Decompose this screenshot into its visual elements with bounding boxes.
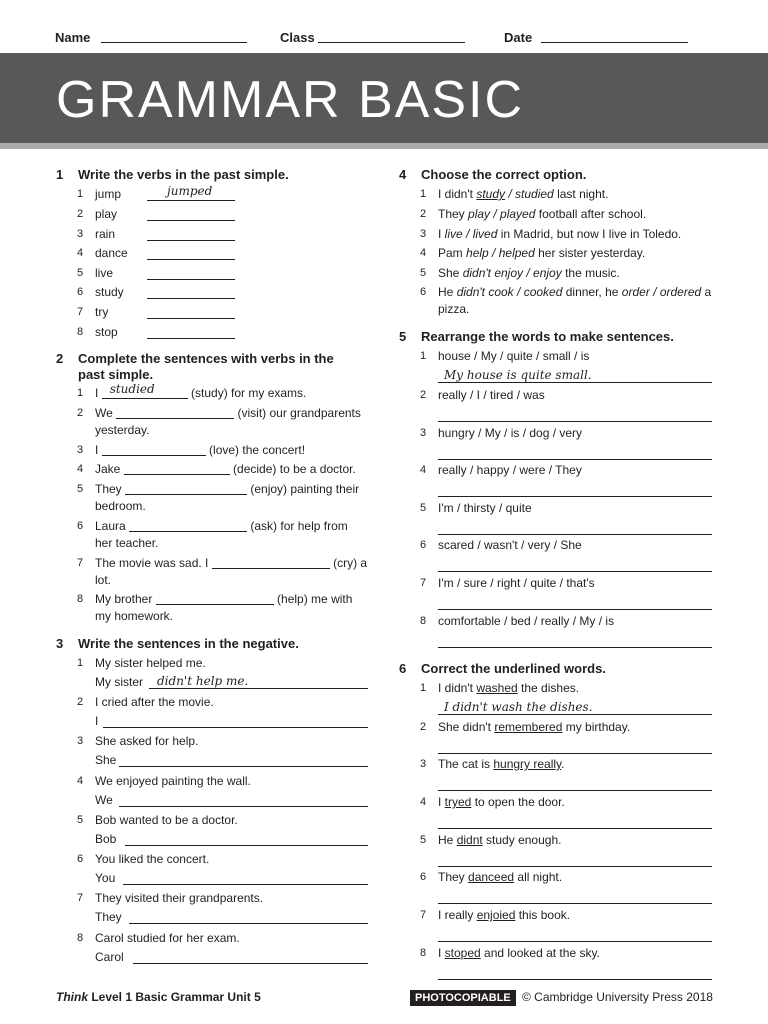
answer-blank[interactable] xyxy=(438,609,712,610)
word-prompt: scared / wasn't / very / She xyxy=(438,538,582,552)
answer-blank[interactable] xyxy=(438,496,712,497)
sentence-start: I didn't xyxy=(438,187,477,201)
answer-start: Carol xyxy=(95,950,124,964)
class-label: Class xyxy=(280,30,315,45)
sentence-start: I xyxy=(438,227,445,241)
item-number: 8 xyxy=(420,615,427,627)
sentence-start: I really xyxy=(438,908,477,922)
list-item xyxy=(420,756,714,792)
answer-line xyxy=(95,674,143,691)
sentence-start: My brother xyxy=(95,592,153,606)
sentence-start: Laura xyxy=(95,519,126,533)
sentence-continuation: yesterday. xyxy=(95,423,150,437)
option-a[interactable]: play xyxy=(468,207,491,221)
class-field[interactable] xyxy=(318,42,465,43)
item-sentence xyxy=(438,719,630,736)
option-b[interactable]: played xyxy=(500,207,536,221)
answer-line xyxy=(95,870,115,887)
list-item xyxy=(77,655,369,691)
list-item xyxy=(77,591,367,625)
item-number: 4 xyxy=(420,464,427,476)
sentence-continuation: pizza. xyxy=(438,302,470,316)
option-choice[interactable] xyxy=(445,227,498,241)
item-number: 4 xyxy=(77,775,84,787)
answer-blank[interactable] xyxy=(438,534,712,535)
answer-blank[interactable] xyxy=(438,941,712,942)
item-number: 3 xyxy=(77,228,84,240)
option-a[interactable]: didn't cook xyxy=(456,285,514,299)
item-number: 2 xyxy=(77,696,84,708)
given-sentence: My sister helped me. xyxy=(95,656,206,670)
item-sentence xyxy=(438,245,645,262)
list-item xyxy=(77,304,247,321)
handwritten-answer: My house is quite small. xyxy=(444,368,592,382)
sentence-start: Pam xyxy=(438,246,467,260)
handwritten-answer: I didn't wash the dishes. xyxy=(444,700,593,714)
sentence-start: She didn't xyxy=(438,720,495,734)
list-item xyxy=(77,265,247,282)
item-number: 5 xyxy=(77,267,84,279)
list-item xyxy=(77,226,247,243)
item-sentence xyxy=(438,186,608,203)
underlined-word: danceed xyxy=(468,870,515,884)
sentence-end: (love) the concert! xyxy=(209,443,306,457)
option-separator: / xyxy=(490,207,501,221)
option-b[interactable]: ordered xyxy=(659,285,702,299)
sentence-continuation: lot. xyxy=(95,573,112,587)
answer-blank[interactable] xyxy=(438,979,712,980)
list-item xyxy=(420,613,714,649)
sentence-end: (help) me with xyxy=(277,592,353,606)
item-number: 1 xyxy=(420,682,427,694)
list-item xyxy=(420,869,714,905)
sentence-end: (ask) for help from xyxy=(250,519,348,533)
item-sentence xyxy=(438,226,681,243)
answer-blank[interactable] xyxy=(125,481,247,495)
sentence-end: to open the door. xyxy=(471,795,565,809)
date-field[interactable] xyxy=(541,42,688,43)
sentence-end: a xyxy=(701,285,712,299)
name-label: Name xyxy=(55,30,91,45)
item-number: 2 xyxy=(420,208,427,220)
item-number: 2 xyxy=(77,407,84,419)
sentence-end: (enjoy) painting their xyxy=(250,482,360,496)
sentence-start: They xyxy=(438,870,469,884)
underlined-word: washed xyxy=(476,681,518,695)
item-number: 8 xyxy=(77,326,84,338)
item-number: 1 xyxy=(77,657,84,669)
sentence-start: The movie was sad. I xyxy=(95,556,209,570)
item-sentence xyxy=(438,206,646,223)
given-sentence: You liked the concert. xyxy=(95,852,210,866)
item-number: 1 xyxy=(420,350,427,362)
page-title: GRAMMAR BASIC xyxy=(56,71,525,129)
sentence-end: her sister yesterday. xyxy=(534,246,646,260)
word-prompt: really / I / tired / was xyxy=(438,388,545,402)
answer-blank[interactable] xyxy=(147,305,235,319)
given-sentence: We enjoyed painting the wall. xyxy=(95,774,251,788)
answer-line xyxy=(95,792,113,809)
item-number: 3 xyxy=(77,444,84,456)
item-number: 6 xyxy=(420,286,427,298)
answer-blank[interactable] xyxy=(119,766,368,767)
answer-blank[interactable] xyxy=(438,647,712,648)
word-prompt: really / happy / were / They xyxy=(438,463,582,477)
item-sentence xyxy=(95,518,348,535)
answer-blank[interactable] xyxy=(119,806,368,807)
list-item xyxy=(420,794,714,830)
sentence-start: They xyxy=(438,207,469,221)
answer-blank[interactable] xyxy=(212,555,330,569)
answer-blank[interactable] xyxy=(147,325,235,339)
option-choice[interactable] xyxy=(476,187,553,201)
option-b[interactable]: cooked xyxy=(523,285,563,299)
word-prompt: hungry / My / is / dog / very xyxy=(438,426,583,440)
item-number: 2 xyxy=(420,389,427,401)
sentence-end: dinner, he xyxy=(562,285,622,299)
answer-blank[interactable] xyxy=(156,591,274,605)
answer-blank[interactable] xyxy=(102,442,206,456)
item-sentence xyxy=(95,405,361,422)
item-number: 4 xyxy=(420,247,427,259)
sentence-start: He xyxy=(438,833,457,847)
answer-start: She xyxy=(95,753,117,767)
name-field[interactable] xyxy=(101,42,247,43)
sentence-end: and looked at the sky. xyxy=(480,946,600,960)
answer-blank[interactable] xyxy=(124,461,230,475)
list-item xyxy=(77,324,247,341)
list-item xyxy=(420,462,714,498)
list-item xyxy=(77,186,247,203)
item-sentence xyxy=(95,591,352,608)
answer-blank[interactable] xyxy=(129,923,368,924)
item-number: 2 xyxy=(77,208,84,220)
option-a[interactable]: help xyxy=(466,246,489,260)
answer-line xyxy=(95,713,98,730)
list-item xyxy=(420,500,714,536)
sentence-start: I xyxy=(438,946,445,960)
underlined-word: tryed xyxy=(444,795,472,809)
sentence-end: all night. xyxy=(514,870,563,884)
sentence-end: the music. xyxy=(561,266,620,280)
list-item xyxy=(420,680,714,716)
item-sentence xyxy=(438,680,579,697)
list-item xyxy=(77,773,369,809)
option-a[interactable]: study xyxy=(476,187,506,201)
given-sentence: Carol studied for her exam. xyxy=(95,931,240,945)
answer-line xyxy=(95,949,124,966)
answer-start: They xyxy=(95,910,122,924)
sentence-start: I xyxy=(438,795,445,809)
sentence-start: She xyxy=(438,266,463,280)
underlined-word: enjoied xyxy=(476,908,516,922)
list-item xyxy=(77,694,369,730)
sentence-start: He xyxy=(438,285,457,299)
sentence-end: (study) for my exams. xyxy=(191,386,307,400)
list-item xyxy=(77,930,369,966)
answer-start: Bob xyxy=(95,832,117,846)
option-separator: / xyxy=(462,227,473,241)
sentence-end: . xyxy=(561,757,565,771)
answer-blank[interactable] xyxy=(438,459,712,460)
sentence-start: The cat is xyxy=(438,757,494,771)
photocopiable-badge: PHOTOCOPIABLE xyxy=(410,990,516,1006)
item-sentence xyxy=(438,945,600,962)
option-b[interactable]: studied xyxy=(515,187,554,201)
answer-blank[interactable] xyxy=(103,727,368,728)
answer-blank[interactable] xyxy=(438,866,712,867)
underlined-word: didnt xyxy=(456,833,483,847)
answer-start: I xyxy=(95,714,99,728)
item-number: 3 xyxy=(420,758,427,770)
item-sentence xyxy=(95,442,305,459)
answer-start: My sister xyxy=(95,675,143,689)
answer-line xyxy=(95,831,116,848)
footer-copyright: © Cambridge University Press 2018 xyxy=(522,990,713,1004)
sentence-end: this book. xyxy=(515,908,571,922)
item-number: 5 xyxy=(77,814,84,826)
item-sentence xyxy=(438,907,570,924)
underlined-word: hungry really xyxy=(493,757,562,771)
list-item xyxy=(420,348,714,384)
answer-blank[interactable] xyxy=(438,700,712,715)
item-number: 5 xyxy=(77,483,84,495)
item-sentence xyxy=(438,284,711,301)
answer-blank[interactable] xyxy=(438,571,712,572)
answer-blank[interactable] xyxy=(133,963,368,964)
item-number: 8 xyxy=(77,932,84,944)
sentence-continuation: my homework. xyxy=(95,609,174,623)
option-choice[interactable] xyxy=(622,285,701,299)
student-info-header xyxy=(0,22,768,52)
option-a[interactable]: live xyxy=(444,227,463,241)
sentence-end: in Madrid, but now I live in Toledo. xyxy=(497,227,682,241)
item-sentence xyxy=(438,265,620,282)
sentence-end: (cry) a xyxy=(333,556,368,570)
item-number: 6 xyxy=(420,871,427,883)
answer-blank[interactable] xyxy=(129,518,247,532)
list-item xyxy=(420,425,714,461)
option-a[interactable]: order xyxy=(621,285,650,299)
item-number: 1 xyxy=(77,188,84,200)
item-sentence xyxy=(95,382,307,402)
option-b[interactable]: lived xyxy=(472,227,498,241)
underlined-word: remembered xyxy=(494,720,563,734)
sentence-end: (visit) our grandparents xyxy=(237,406,361,420)
answer-start: We xyxy=(95,793,113,807)
item-word: try xyxy=(95,305,109,319)
item-sentence xyxy=(438,832,561,849)
item-word: study xyxy=(95,285,124,299)
answer-line xyxy=(95,909,122,926)
sentence-start: Jake xyxy=(95,462,121,476)
item-number: 4 xyxy=(420,796,427,808)
sentence-start: I xyxy=(95,443,99,457)
item-word: play xyxy=(95,207,118,221)
option-separator: / xyxy=(488,246,499,260)
sentence-end: study enough. xyxy=(482,833,562,847)
sentence-end: the dishes. xyxy=(517,681,580,695)
item-word: live xyxy=(95,266,114,280)
sentence-start: I didn't xyxy=(438,681,477,695)
item-number: 7 xyxy=(77,557,84,569)
list-item xyxy=(77,555,367,589)
answer-blank[interactable] xyxy=(147,246,235,260)
list-item xyxy=(420,832,714,868)
list-item xyxy=(420,907,714,943)
answer-line xyxy=(95,752,116,769)
item-number: 5 xyxy=(420,502,427,514)
list-item xyxy=(420,719,714,755)
list-item xyxy=(77,284,247,301)
list-item xyxy=(77,405,367,439)
answer-blank[interactable] xyxy=(147,285,235,299)
handwritten-answer: jumped xyxy=(167,184,213,198)
sentence-end: my birthday. xyxy=(562,720,631,734)
item-word: stop xyxy=(95,325,118,339)
item-number: 7 xyxy=(77,892,84,904)
item-number: 5 xyxy=(420,834,427,846)
banner-divider xyxy=(0,143,768,149)
option-separator: / xyxy=(505,187,516,201)
sentence-start: I xyxy=(95,386,99,400)
option-b[interactable]: enjoy xyxy=(533,266,562,280)
sentence-end: (decide) to be a doctor. xyxy=(233,462,356,476)
answer-blank[interactable] xyxy=(147,266,235,280)
sentence-start: We xyxy=(95,406,113,420)
answer-blank[interactable] xyxy=(116,405,234,419)
item-sentence xyxy=(438,756,565,773)
given-sentence: Bob wanted to be a doctor. xyxy=(95,813,238,827)
underlined-word: stoped xyxy=(444,946,481,960)
list-item xyxy=(420,537,714,573)
answer-blank[interactable] xyxy=(149,674,368,689)
sentence-continuation: her teacher. xyxy=(95,536,159,550)
item-number: 4 xyxy=(77,463,84,475)
list-item xyxy=(77,733,369,769)
item-sentence xyxy=(438,869,562,886)
word-prompt: comfortable / bed / really / My / is xyxy=(438,614,615,628)
option-choice[interactable] xyxy=(468,207,535,221)
item-word: dance xyxy=(95,246,128,260)
item-number: 2 xyxy=(420,721,427,733)
item-word: jump xyxy=(95,187,122,201)
item-sentence xyxy=(95,461,356,478)
item-number: 3 xyxy=(420,427,427,439)
given-sentence: She asked for help. xyxy=(95,734,199,748)
answer-blank[interactable] xyxy=(125,845,368,846)
item-number: 1 xyxy=(77,387,84,399)
item-number: 5 xyxy=(420,267,427,279)
list-item xyxy=(77,245,247,262)
sentence-end: last night. xyxy=(553,187,609,201)
given-sentence: I cried after the movie. xyxy=(95,695,214,709)
option-a[interactable]: didn't enjoy xyxy=(462,266,524,280)
list-item xyxy=(77,518,367,552)
item-number: 7 xyxy=(420,577,427,589)
item-number: 3 xyxy=(420,228,427,240)
item-number: 8 xyxy=(420,947,427,959)
answer-blank[interactable] xyxy=(438,790,712,791)
item-number: 8 xyxy=(77,593,84,605)
handwritten-answer: studied xyxy=(109,382,155,396)
word-prompt: house / My / quite / small / is xyxy=(438,349,590,363)
option-separator: / xyxy=(649,285,660,299)
item-number: 4 xyxy=(77,247,84,259)
answer-blank[interactable] xyxy=(438,828,712,829)
handwritten-answer: didn't help me. xyxy=(157,674,249,688)
list-item xyxy=(77,890,369,926)
option-b[interactable]: helped xyxy=(498,246,535,260)
option-separator: / xyxy=(523,266,534,280)
item-sentence xyxy=(95,555,367,572)
option-choice[interactable] xyxy=(457,285,563,299)
answer-blank[interactable] xyxy=(147,227,235,241)
item-number: 7 xyxy=(420,909,427,921)
date-label: Date xyxy=(504,30,533,45)
answer-blank[interactable] xyxy=(147,207,235,221)
sentence-start: They xyxy=(95,482,122,496)
sentence-end: football after school. xyxy=(535,207,647,221)
word-prompt: I'm / sure / right / quite / that's xyxy=(438,576,595,590)
item-number: 1 xyxy=(420,188,427,200)
option-separator: / xyxy=(513,285,524,299)
word-prompt: I'm / thirsty / quite xyxy=(438,501,532,515)
item-number: 7 xyxy=(77,306,84,318)
item-sentence xyxy=(438,794,565,811)
answer-blank[interactable] xyxy=(438,421,712,422)
list-item xyxy=(420,945,714,981)
list-item xyxy=(77,481,367,515)
answer-blank[interactable] xyxy=(102,382,188,399)
answer-blank[interactable] xyxy=(147,184,235,201)
item-sentence xyxy=(95,481,359,498)
item-number: 3 xyxy=(77,735,84,747)
option-choice[interactable] xyxy=(466,246,535,260)
list-item xyxy=(77,206,247,223)
answer-blank[interactable] xyxy=(438,903,712,904)
item-number: 6 xyxy=(77,286,84,298)
answer-blank[interactable] xyxy=(438,753,712,754)
list-item xyxy=(77,812,369,848)
given-sentence: They visited their grandparents. xyxy=(95,891,264,905)
answer-start: You xyxy=(95,871,116,885)
list-item xyxy=(420,575,714,611)
sentence-continuation: bedroom. xyxy=(95,499,146,513)
list-item xyxy=(77,851,369,887)
answer-blank[interactable] xyxy=(438,368,712,383)
item-number: 6 xyxy=(77,853,84,865)
item-number: 6 xyxy=(420,539,427,551)
footer-course: Think Level 1 Basic Grammar Unit 5 xyxy=(56,990,261,1004)
item-word: rain xyxy=(95,227,116,241)
answer-blank[interactable] xyxy=(123,884,368,885)
list-item xyxy=(420,284,720,318)
item-number: 6 xyxy=(77,520,84,532)
option-choice[interactable] xyxy=(463,266,562,280)
list-item xyxy=(420,387,714,423)
